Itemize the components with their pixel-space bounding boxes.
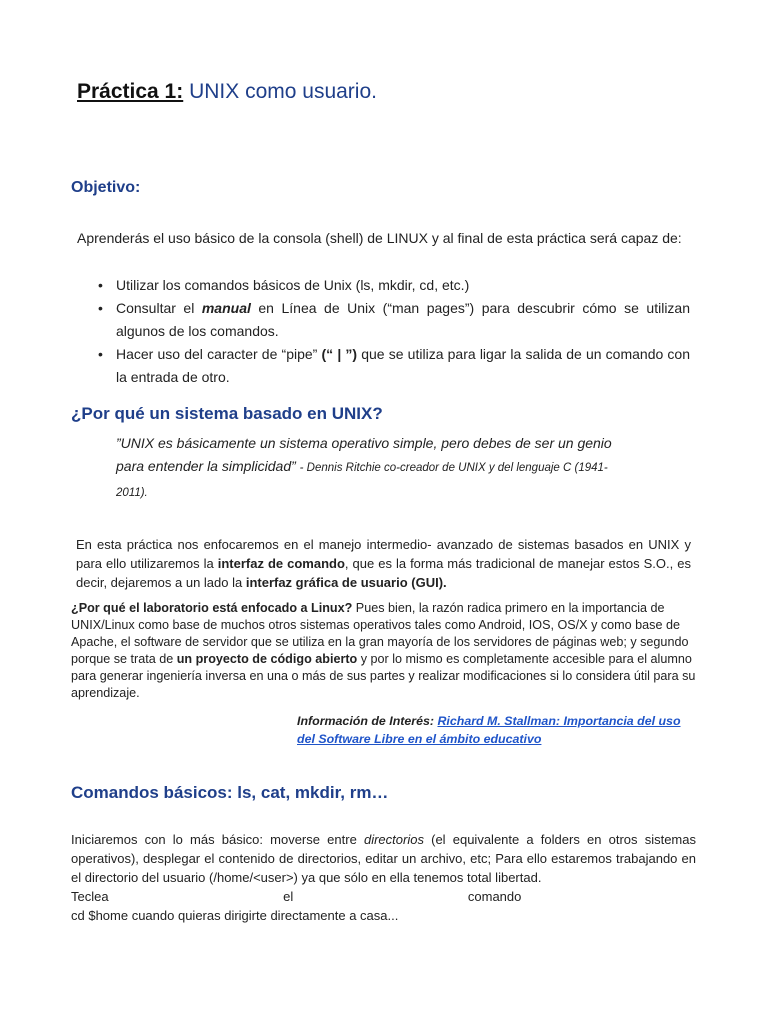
quote-text: ”UNIX es básicamente un sistema operativo simple, pero debes de ser un genio para entender la simplicidad” — [116, 435, 612, 474]
quote-attribution: - Dennis Ritchie co-creador de UNIX y del lenguaje C (1941-2011). — [116, 462, 608, 499]
word-teclea: Teclea — [71, 889, 109, 904]
title-lead: Práctica 1: — [77, 80, 184, 103]
stallman-link[interactable]: Richard M. Stallman: Importancia del uso del Software Libre en el ámbito educativo — [297, 714, 681, 746]
enfoque-text: , que es la forma más tradicional de manejar estos S.O., es decir, dejaremos a un lado la — [76, 556, 691, 590]
list-item — [96, 343, 690, 389]
word-comando: comando — [467, 889, 522, 904]
laboratorio-bold: un proyecto de código abierto — [176, 652, 358, 666]
list-item — [96, 297, 690, 343]
comandos-text-b: (el equivalente a folders en otros sistemas operativos), desplegar el contenido de directorios, editar un archivo, etc; Para ello estaremos trabajando en el directorio del usuario (/home/<user>) ya que sólo en ella tenemos total libertad. — [71, 832, 696, 885]
comandos-spread-line — [71, 887, 696, 906]
page-title — [77, 80, 377, 104]
directorios-emphasis: directorios — [363, 832, 424, 847]
laboratorio-paragraph — [71, 600, 696, 702]
enfoque-bold-2: interfaz gráfica de usuario (GUI). — [245, 575, 447, 590]
bullet-text: que se utiliza para ligar la salida de un comando con la entrada de otro. — [116, 346, 691, 385]
bullet-glyph: • — [98, 346, 103, 362]
info-block — [297, 712, 697, 748]
enfoque-text: En esta práctica nos enfocaremos en el manejo intermedio- avanzado de sistemas basados en UNIX y para ello utilizaremos la — [76, 537, 691, 571]
bullet-text: en Línea de Unix (“man pages”) para descubrir cómo se utilizan algunos de los comandos. — [116, 300, 691, 339]
comandos-last-line: cd $home cuando quieras dirigirte directamente a casa... — [71, 908, 399, 923]
objetivo-intro: Aprenderás el uso básico de la consola (shell) de LINUX y al final de esta práctica será capaz de: — [77, 230, 682, 246]
title-rest: UNIX como usuario. — [183, 80, 377, 103]
comandos-text-a: Iniciaremos con lo más básico: moverse entre — [71, 832, 364, 847]
bullet-glyph: • — [98, 277, 103, 293]
laboratorio-text: y por lo mismo es completamente accesible para el alumno para generar ingeniería inversa en una o más de sus partes y realizar modificaciones si lo considera útil para su aprendizaje. — [71, 652, 696, 700]
bullet-text: Consultar el — [116, 300, 202, 316]
word-el: el — [283, 889, 294, 904]
porque-unix-heading: ¿Por qué un sistema basado en UNIX? — [71, 404, 383, 423]
comandos-text — [71, 830, 696, 887]
comandos-heading: Comandos básicos: ls, cat, mkdir, rm… — [71, 783, 389, 802]
enfoque-paragraph — [76, 535, 691, 592]
objetivo-list — [96, 274, 690, 389]
bullet-text: Utilizar los comandos básicos de Unix (ls, mkdir, cd, etc.) — [116, 277, 470, 293]
bullet-glyph: • — [98, 300, 103, 316]
ritchie-quote — [116, 432, 636, 505]
pipe-symbol: (“ | ”) — [321, 346, 358, 362]
enfoque-bold-1: interfaz de comando — [217, 556, 345, 571]
laboratorio-question: ¿Por qué el laboratorio está enfocado a Linux? — [71, 601, 353, 615]
manual-emphasis: manual — [201, 300, 251, 316]
laboratorio-text: Pues bien, la razón radica primero en la importancia de UNIX/Linux como base de muchos otros sistemas operativos tales como Android, IOS, OS/X y como base de Apache, el software de servidor que se utiliza en la gran mayoría de los servidores de páginas web; y segundo porque se trata de — [71, 601, 689, 666]
info-label: Información de Interés: — [297, 714, 438, 728]
bullet-text: Hacer uso del caracter de “pipe” — [116, 346, 322, 362]
comandos-paragraph — [71, 830, 696, 925]
objetivo-heading: Objetivo: — [71, 179, 141, 196]
list-item — [96, 274, 690, 297]
